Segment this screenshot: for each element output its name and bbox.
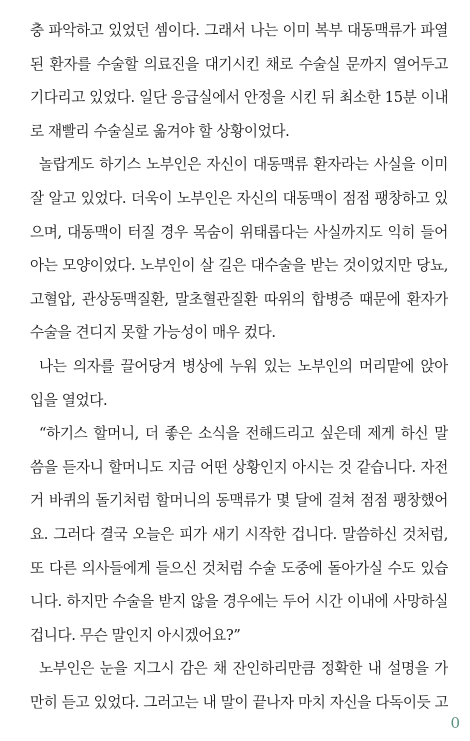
text-line: 또 다른 의사들에게 들으신 것처럼 수술 도중에 돌아가실 수도 있습 — [30, 559, 448, 577]
text-line: 씀을 듣자니 할머니도 지금 어떤 상황인지 아시는 것 같습니다. 자전 — [30, 458, 448, 476]
text-line: 잘 알고 있었다. 더욱이 노부인은 자신의 대동맥이 점점 팽창하고 있 — [30, 189, 448, 207]
text-line: 만히 듣고 있었다. 그러고는 내 말이 끝나자 마치 자신을 다독이듯 고 — [30, 693, 448, 711]
text-line: 고혈압, 관상동맥질환, 말초혈관질환 따위의 합병증 때문에 환자가 — [30, 290, 448, 308]
text-line: 으며, 대동맥이 터질 경우 목숨이 위태롭다는 사실까지도 익히 들어 — [30, 223, 448, 241]
text-line: 입을 열었다. — [30, 391, 108, 409]
text-line: 노부인은 눈을 지그시 감은 채 잔인하리만큼 정확한 내 설명을 가 — [39, 660, 448, 678]
text-line: 아는 모양이었다. 노부인이 살 길은 대수술을 받는 것이었지만 당뇨, — [30, 257, 448, 275]
text-line: 겁니다. 무슨 말인지 아시겠어요?” — [30, 626, 241, 644]
text-line: “하기스 할머니, 더 좋은 소식을 전해드리고 싶은데 제게 하신 말 — [39, 425, 448, 443]
text-line: 거 바퀴의 돌기처럼 할머니의 동맥류가 몇 달에 걸쳐 점점 팽창했어 — [30, 492, 448, 510]
text-line: 기다리고 있었다. 일단 응급실에서 안정을 시킨 뒤 최소한 15분 이내 — [30, 89, 448, 107]
text-line: 나는 의자를 끌어당겨 병상에 누워 있는 노부인의 머리맡에 앉아 — [39, 357, 448, 375]
text-line: 놀랍게도 하기스 노부인은 자신이 대동맥류 환자라는 사실을 이미 — [39, 156, 448, 174]
text-line: 로 재빨리 수술실로 옮겨야 할 상황이었다. — [30, 122, 290, 140]
page-number: 0 — [450, 714, 460, 732]
body-text — [30, 14, 448, 719]
text-line: 니다. 하지만 수술을 받지 않을 경우에는 두어 시간 이내에 사망하실 — [30, 593, 448, 611]
text-line: 충 파악하고 있었던 셈이다. 그래서 나는 이미 복부 대동맥류가 파열 — [30, 22, 448, 39]
text-line: 된 환자를 수술할 의료진을 대기시킨 채로 수술실 문까지 열어두고 — [30, 55, 448, 73]
text-line: 수술을 견디지 못할 가능성이 매우 컸다. — [30, 324, 276, 342]
text-line: 요. 그러다 결국 오늘은 피가 새기 시작한 겁니다. 말씀하신 것처럼, — [30, 525, 448, 543]
